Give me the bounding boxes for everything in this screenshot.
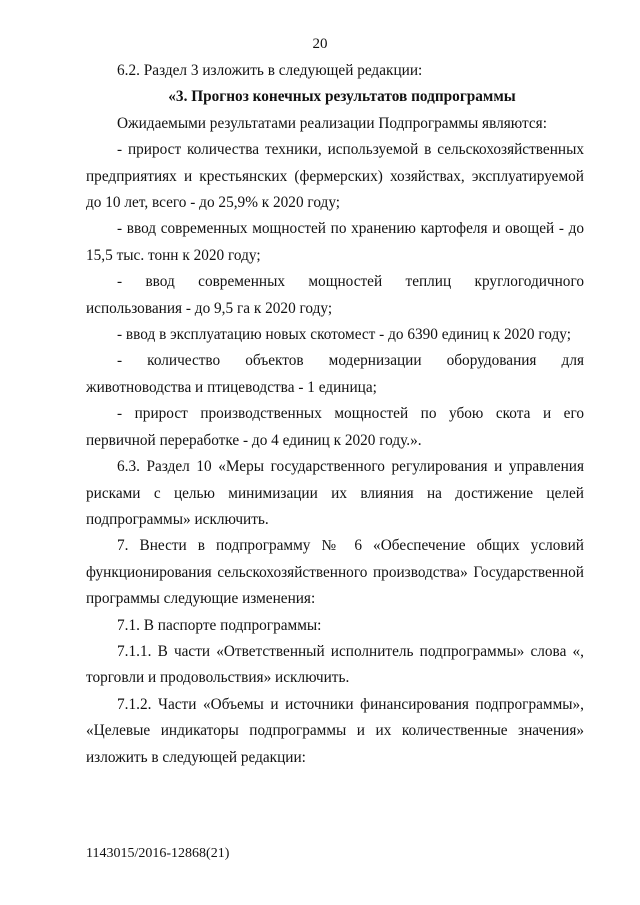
paragraph-6-3: 6.3. Раздел 10 «Меры государственного регулирования и управления рисками с целью минимизации их влияния на достижение целей подпрограммы» исключить. <box>86 458 584 528</box>
paragraph-7-1-1: 7.1.1. В части «Ответственный исполнитель подпрограммы» слова «, торговли и продовольствия» исключить. <box>86 642 584 687</box>
page-number: 20 <box>312 36 328 52</box>
paragraph-7-1: 7.1. В паспорте подпрограммы: <box>117 616 322 634</box>
list-item-livestock-places: - ввод в эксплуатацию новых скотомест - до 6390 единиц к 2020 году; <box>117 326 571 344</box>
list-item-greenhouses: - ввод современных мощностей теплиц круглогодичного использования - до 9,5 га к 2020 году; <box>86 273 584 317</box>
list-item-modernization: - количество объектов модернизации оборудования для животноводства и птицеводства - 1 единица; <box>86 352 584 396</box>
paragraph-7-1-2: 7.1.2. Части «Объемы и источники финансирования подпрограммы», «Целевые индикаторы подпрограммы и их количественные значения» изложить в следующей редакции: <box>86 695 584 766</box>
list-item-slaughter-capacity: - прирост производственных мощностей по убою скота и его первичной переработке - до 4 единиц к 2020 году.». <box>86 405 584 449</box>
paragraph-6-2: 6.2. Раздел 3 изложить в следующей редакции: <box>117 62 423 79</box>
paragraph-7: 7. Внести в подпрограмму № 6 «Обеспечение общих условий функционирования сельскохозяйственного производства» Государственной программы следующие изменения: <box>86 537 584 608</box>
list-item-storage: - ввод современных мощностей по хранению картофеля и овощей - до 15,5 тыс. тонн к 2020 году; <box>86 220 584 264</box>
list-item-machinery: - прирост количества техники, используемой в сельскохозяйственных предприятиях и крестьянских (фермерских) хозяйствах, эксплуатируемой до 10 лет, всего - до 25,9% к 2020 году; <box>86 141 584 212</box>
document-body <box>86 58 584 771</box>
section-heading: «3. Прогноз конечных результатов подпрограммы <box>168 88 516 106</box>
footer-document-code: 1143015/2016-12868(21) <box>86 846 230 861</box>
paragraph-expected-results: Ожидаемыми результатами реализации Подпрограммы являются: <box>117 114 547 132</box>
